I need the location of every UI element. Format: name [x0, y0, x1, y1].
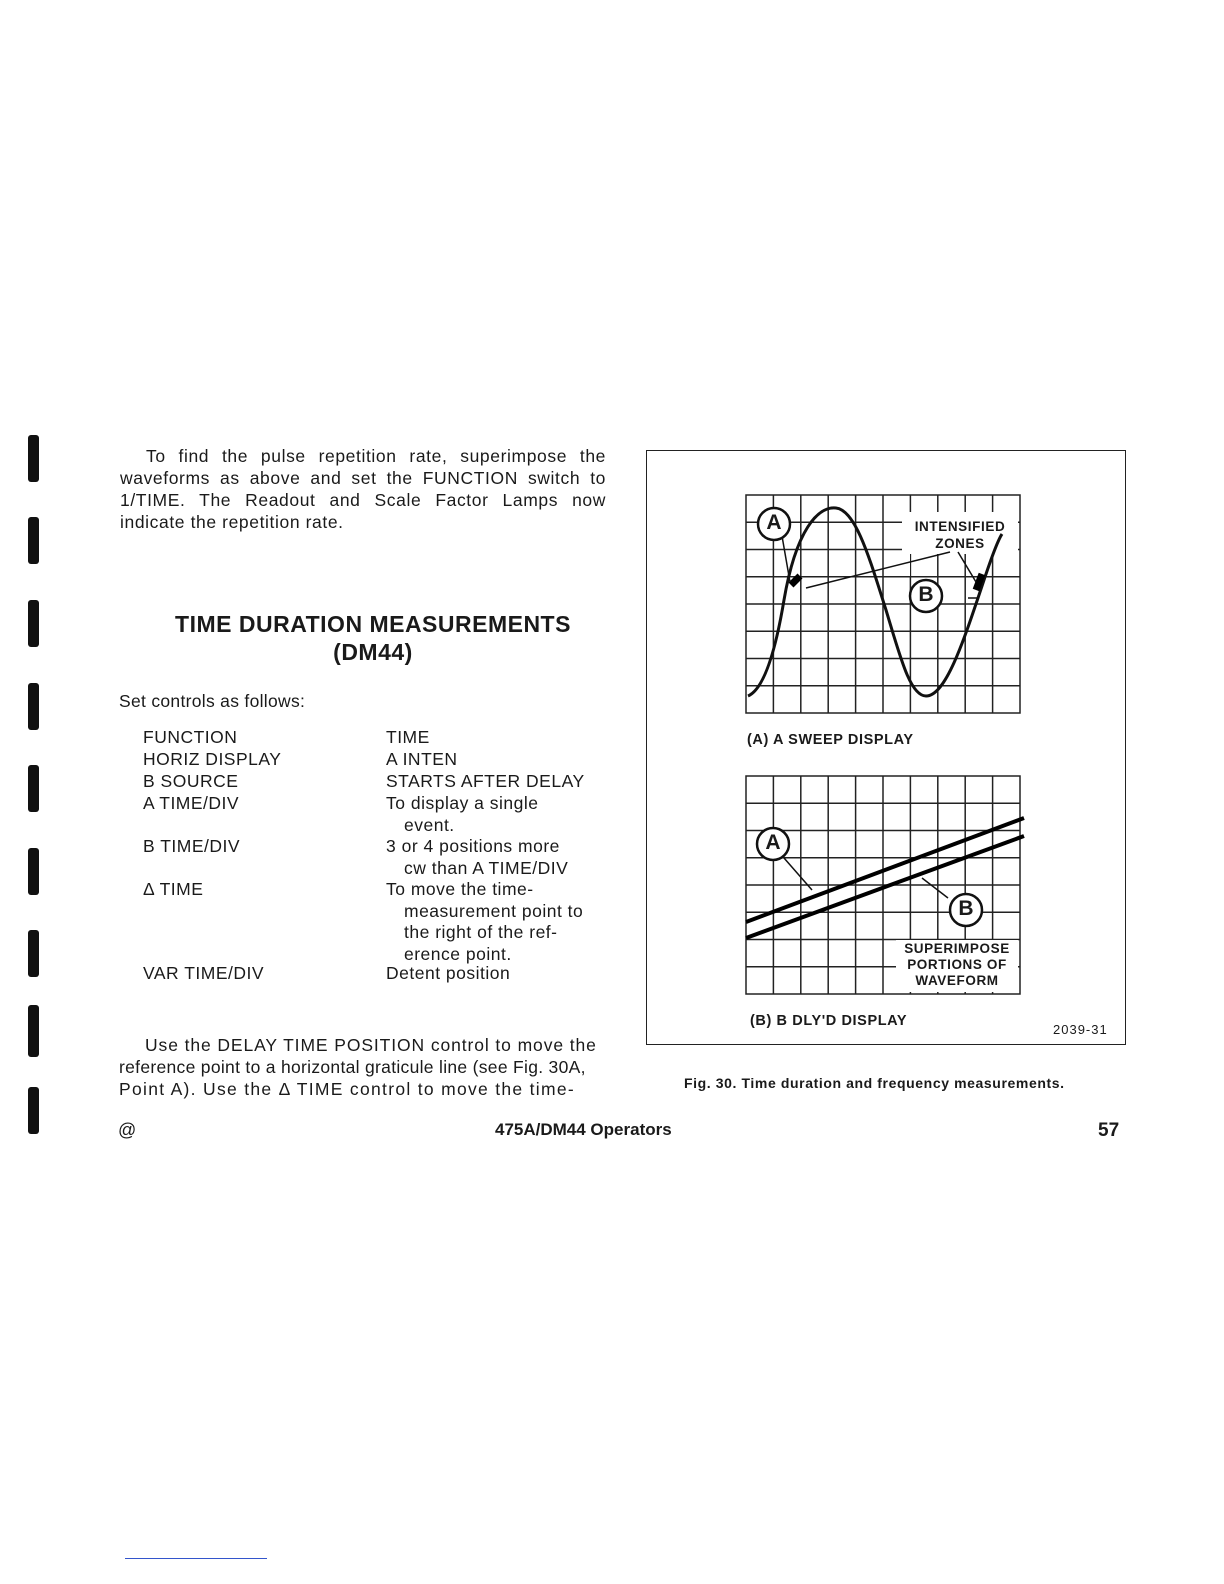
- control-value: [386, 727, 606, 749]
- control-value: [386, 836, 606, 879]
- panel-b-marker-b: B: [958, 897, 974, 920]
- footer-title: 475A/DM44 Operators: [495, 1120, 672, 1139]
- bottom-rule: [125, 1558, 267, 1559]
- control-value: [386, 749, 606, 771]
- control-value-line: cw than A TIME/DIV: [404, 857, 569, 878]
- page-number: 57: [1098, 1120, 1120, 1141]
- control-name: HORIZ DISPLAY: [143, 749, 282, 769]
- binding-mark: [28, 848, 39, 895]
- control-value-line: To move the time-: [386, 879, 534, 899]
- binding-mark: [28, 1005, 39, 1057]
- control-name: Δ TIME: [143, 879, 204, 899]
- binding-mark: [28, 765, 39, 812]
- binding-mark: [28, 435, 39, 482]
- binding-mark: [28, 517, 39, 564]
- control-value: [386, 793, 606, 836]
- closing-line-1: Use the DELAY TIME POSITION control to move the: [145, 1035, 597, 1055]
- control-value-line: A INTEN: [386, 749, 458, 769]
- intro-paragraph: To find the pulse repetition rate, superimpose the waveforms as above and set the FUNCTION switch to 1/TIME. The Readout and Scale Factor Lamps now indicate the repetition rate.: [120, 446, 606, 532]
- superimpose-label-line1: SUPERIMPOSE: [904, 941, 1010, 956]
- binding-mark: [28, 683, 39, 730]
- control-value: [386, 963, 606, 985]
- control-value-line: STARTS AFTER DELAY: [386, 771, 585, 791]
- panel-b-caption: (B) B DLY'D DISPLAY: [750, 1013, 908, 1029]
- control-value-line: To display a single: [386, 793, 539, 813]
- intensified-label-line2: ZONES: [935, 536, 985, 551]
- closing-paragraph: [119, 1034, 605, 1100]
- control-value: [386, 771, 606, 793]
- closing-line-3: Point A). Use the Δ TIME control to move the time-: [119, 1079, 576, 1099]
- intensified-label-line1: INTENSIFIED: [914, 519, 1006, 534]
- control-name: B SOURCE: [143, 771, 239, 791]
- section-title: [120, 610, 626, 666]
- intensified-zones-label: [902, 518, 1018, 552]
- control-name: B TIME/DIV: [143, 836, 241, 856]
- control-value-line: 3 or 4 positions more: [386, 836, 560, 856]
- set-controls-label: Set controls as follows:: [119, 691, 306, 711]
- control-name: FUNCTION: [143, 727, 238, 747]
- panel-a-marker-b: B: [918, 583, 934, 606]
- binding-mark: [28, 1087, 39, 1134]
- control-value-line: the right of the ref-: [404, 922, 558, 942]
- panel-a-caption: (A) A SWEEP DISPLAY: [747, 732, 914, 748]
- control-name: A TIME/DIV: [143, 793, 240, 813]
- control-value: [386, 879, 606, 965]
- superimpose-label: [896, 941, 1018, 989]
- binding-mark: [28, 930, 39, 977]
- binding-mark: [28, 600, 39, 647]
- figure-caption: Fig. 30. Time duration and frequency measurements.: [684, 1075, 1065, 1091]
- control-value-line: event.: [404, 814, 455, 835]
- superimpose-label-line3: WAVEFORM: [915, 973, 999, 988]
- closing-line-2: reference point to a horizontal graticule line (see Fig. 30A,: [119, 1057, 586, 1077]
- control-value-line: measurement point to: [404, 900, 584, 921]
- panel-b-marker-a: A: [765, 831, 781, 854]
- section-title-line1: TIME DURATION MEASUREMENTS: [175, 611, 571, 637]
- control-value-line: erence point.: [404, 943, 512, 964]
- superimpose-label-line2: PORTIONS OF: [907, 957, 1007, 972]
- control-value-line: TIME: [386, 727, 430, 747]
- section-title-line2: (DM44): [333, 639, 413, 665]
- footer-symbol: @: [118, 1120, 137, 1140]
- panel-a-marker-a: A: [766, 511, 782, 534]
- control-name: VAR TIME/DIV: [143, 963, 265, 983]
- control-value-line: Detent position: [386, 963, 511, 983]
- figure-id: 2039-31: [1053, 1022, 1108, 1037]
